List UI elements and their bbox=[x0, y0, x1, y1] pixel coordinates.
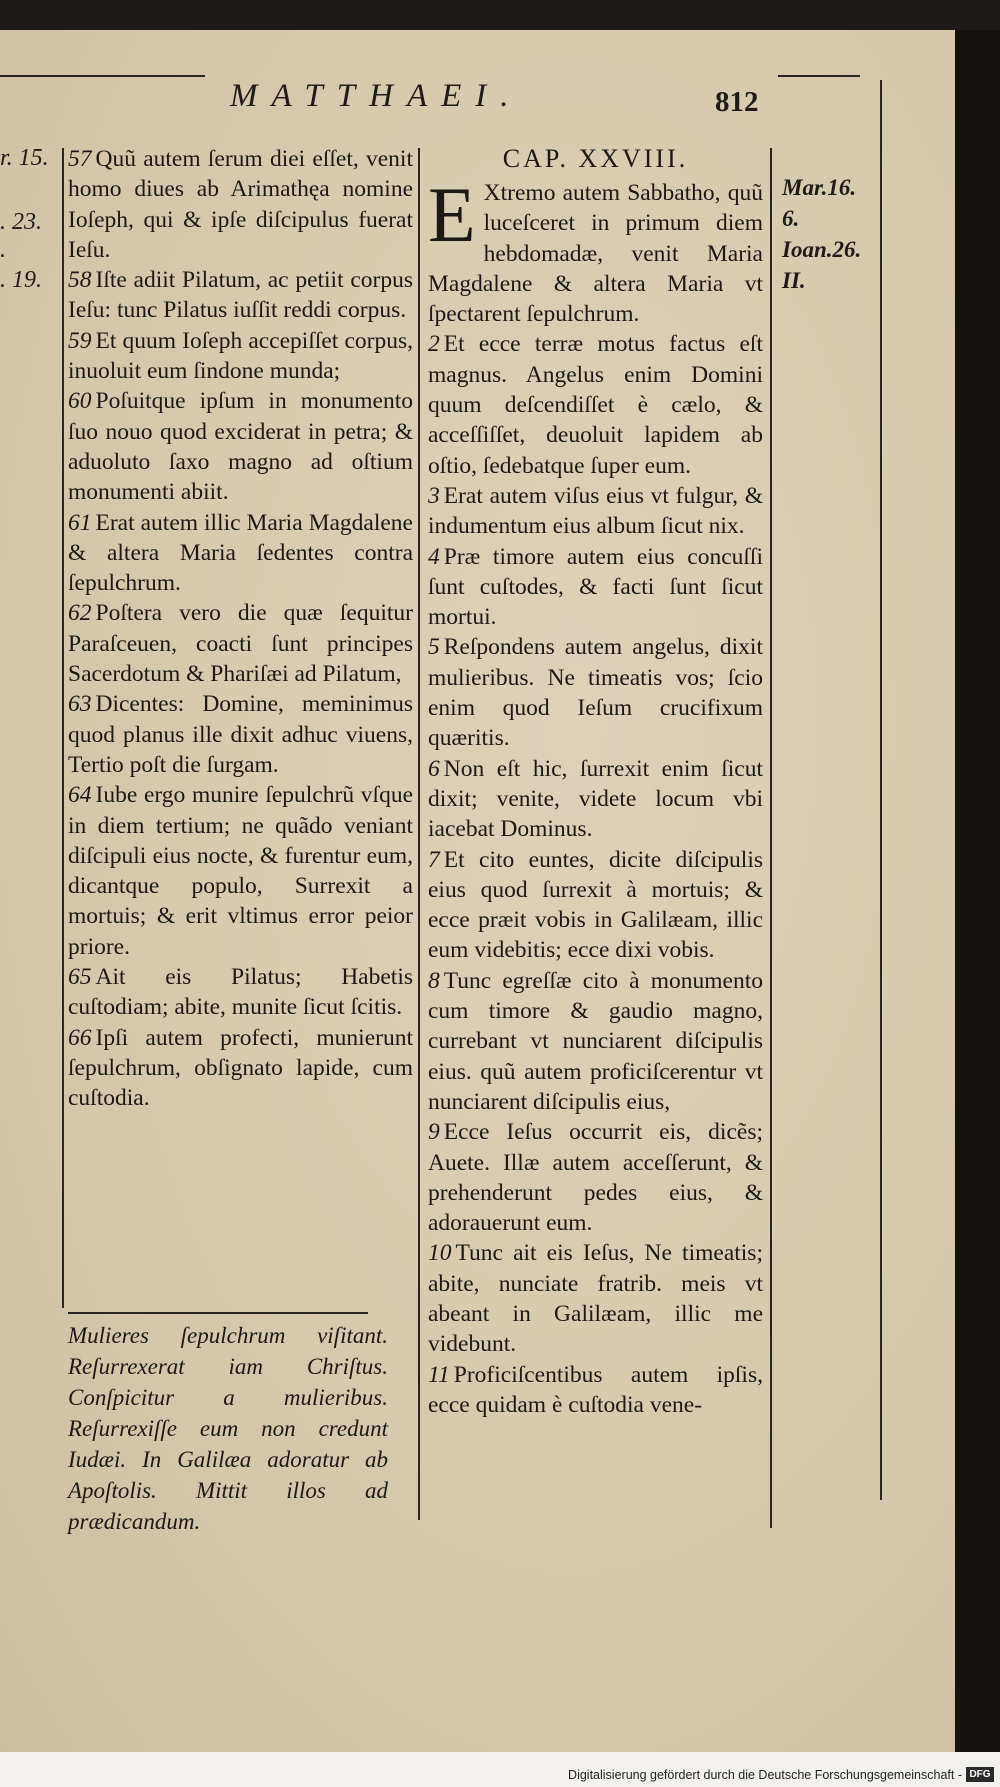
verse-text: Et ecce terræ motus factus eſt magnus. Angelus enim Domini quum deſcendiſſet è cælo, & acceſſiſſet, deuoluit lapidem ab oſtio, ſedebatque ſuper eum. bbox=[428, 331, 763, 479]
verse-number: 65 bbox=[68, 964, 92, 991]
verse-number: 63 bbox=[68, 691, 92, 718]
right-margin-notes bbox=[782, 172, 882, 296]
verse-text: Ait eis Pilatus; Habetis cuſtodiam; abite, munite ſicut ſcitis. bbox=[68, 964, 413, 1021]
verse-text: Erat autem illic Maria Magdalene & altera Maria ſedentes contra ſepulchrum. bbox=[68, 509, 413, 597]
verse bbox=[68, 689, 413, 780]
page-number: 812 bbox=[715, 86, 759, 118]
verse-number: 62 bbox=[68, 600, 92, 627]
verse-number: 58 bbox=[68, 267, 92, 294]
cross-reference: II. bbox=[782, 268, 806, 293]
verse-text: Et quum Ioſeph accepiſſet corpus, inuoluit eum ſindone munda; bbox=[68, 327, 413, 385]
left-margin-note: . 23. bbox=[0, 209, 42, 235]
left-text-column bbox=[68, 144, 413, 1114]
cross-reference: Mar.16. bbox=[782, 175, 857, 200]
left-margin-note: . bbox=[0, 237, 6, 263]
verse-text: Tunc ait eis Ieſus, Ne timeatis; abite, nunciate fratrib. meis vt abeant in Galilæam, illic me videbunt. bbox=[428, 1240, 763, 1358]
verse-number: 2 bbox=[428, 331, 440, 358]
verse-number: 6 bbox=[428, 755, 440, 782]
running-title: MATTHAEI. bbox=[230, 78, 523, 114]
verse bbox=[68, 386, 413, 507]
cross-reference: Ioan.26. bbox=[782, 237, 862, 262]
verse bbox=[68, 326, 413, 387]
verse-text: Proficiſcentibus autem ipſis, ecce quidam è cuſtodia vene- bbox=[428, 1361, 763, 1418]
verse-number: 66 bbox=[68, 1024, 92, 1051]
right-text-column bbox=[428, 144, 763, 1420]
verse-text: Iube ergo munire ſepulchrũ vſque in diem tertium; ne quãdo veniant diſcipuli eius nocte, & furentur eum, dicantque populo, Surrexit a mortuis; & erit vltimus error peior priore. bbox=[68, 782, 413, 960]
verse bbox=[68, 780, 413, 962]
verse-text: Tunc egreſſæ cito à monumento cum timore & gaudio magno, currebant vt nunciarent diſcipulis eius. quũ autem proficiſcerentur vt nunciarent diſcipulis eius, bbox=[428, 967, 763, 1115]
chapter-heading: CAP. XXVIII. bbox=[502, 144, 689, 173]
right-column-rule bbox=[770, 148, 772, 1528]
verse-number: 64 bbox=[68, 782, 92, 809]
chapter-summary: Mulieres ſepulchrum viſitant. Reſurrexerat iam Chriſtus. Conſpicitur a mulieribus. Reſurrexiſſe eum non credunt Iudæi. In Galilæa adoratur ab Apoſtolis. Mittit illos ad prædicandum. bbox=[68, 1323, 388, 1534]
verse bbox=[428, 966, 763, 1117]
verse-text: Præ timore autem eius concuſſi ſunt cuſtodes, & facti ſunt ſicut mortui. bbox=[428, 543, 763, 631]
verse bbox=[68, 508, 413, 599]
verse-number: 60 bbox=[68, 388, 92, 415]
verse bbox=[428, 1360, 763, 1421]
verse-number: 9 bbox=[428, 1119, 440, 1146]
first-verse bbox=[428, 171, 763, 329]
dfg-logo-badge: DFG bbox=[966, 1767, 994, 1782]
verse bbox=[428, 1117, 763, 1238]
verse bbox=[428, 845, 763, 966]
verse bbox=[428, 632, 763, 753]
verse bbox=[68, 962, 413, 1023]
verse-text: Non eſt hic, ſurrexit enim ſicut dixit; venite, videte locum vbi iacebat Dominus. bbox=[428, 755, 763, 843]
verse-text: Ipſi autem profecti, munierunt ſepulchrum, obſignato lapide, cum cuſtodia. bbox=[68, 1024, 413, 1112]
digitization-credit: Digitalisierung gefördert durch die Deutsche Forschungsgemeinschaft - bbox=[568, 1768, 962, 1782]
verse-number: 59 bbox=[68, 327, 92, 354]
verse-text: Erat autem viſus eius vt fulgur, & indumentum eius album ſicut nix. bbox=[428, 482, 763, 540]
verse-number: 3 bbox=[428, 482, 440, 509]
left-column-rule bbox=[62, 148, 64, 1308]
verse-number: 7 bbox=[428, 846, 440, 873]
header-rule-right bbox=[778, 75, 860, 77]
drop-cap: E bbox=[428, 171, 476, 258]
verse bbox=[428, 1238, 763, 1359]
verse-number: 10 bbox=[428, 1240, 452, 1267]
verse-number: 5 bbox=[428, 634, 440, 661]
center-column-rule bbox=[418, 148, 420, 1520]
verse-text: Poſuitque ipſum in monumento ſuo nouo quod exciderat in petra; & aduoluto ſaxo magno ad oſtium monumenti abiit. bbox=[68, 388, 413, 506]
verse-number: 57 bbox=[68, 146, 92, 172]
verse-number: 61 bbox=[68, 509, 92, 536]
verse bbox=[428, 754, 763, 845]
verse bbox=[428, 329, 763, 480]
verse-text: Quũ autem ſerum diei eſſet, venit homo diues ab Arimathęa nomine Ioſeph, qui & ipſe diſcipulus fuerat Ieſu. bbox=[68, 146, 413, 263]
verse-text: Xtremo autem Sabbatho, quũ luceſceret in primum diem hebdomadæ, venit Maria Magdalene & altera Maria vt ſpectarent ſepulchrum. bbox=[428, 180, 763, 328]
verse-text: Poſtera vero die quæ ſequitur Paraſceuen, coacti ſunt principes Sacerdotum & Phariſæi ad Pilatum, bbox=[68, 600, 413, 688]
verse-number: 11 bbox=[428, 1361, 450, 1388]
verse-text: Iſte adiit Pilatum, ac petiit corpus Ieſu: tunc Pilatus iuſſit reddi corpus. bbox=[68, 267, 413, 324]
summary-rule bbox=[68, 1312, 368, 1314]
verse bbox=[68, 1023, 413, 1114]
verse-number: 8 bbox=[428, 967, 440, 994]
cross-reference: 6. bbox=[782, 206, 800, 231]
verse bbox=[68, 265, 413, 326]
verse bbox=[68, 144, 413, 265]
verse bbox=[68, 598, 413, 689]
left-margin-note: r. 15. bbox=[0, 145, 49, 171]
verse bbox=[428, 542, 763, 633]
page-edge-shadow bbox=[955, 30, 1000, 1752]
verse-text: Ecce Ieſus occurrit eis, dicẽs; Auete. Illæ autem acceſſerunt, & prehenderunt pedes eius, & adorauerunt eum. bbox=[428, 1119, 763, 1237]
verse-text: Reſpondens autem angelus, dixit mulieribus. Ne timeatis vos; ſcio enim quod Ieſum crucifixum quæritis. bbox=[428, 634, 763, 752]
verse bbox=[428, 481, 763, 542]
header-rule-left bbox=[0, 75, 205, 77]
left-margin-note: . 19. bbox=[0, 267, 42, 293]
verse-text: Et cito euntes, dicite diſcipulis eius quod ſurrexit à mortuis; & ecce præit vobis in Galilæam, illic eum videbitis; ecce dixi vobis. bbox=[428, 846, 763, 964]
verse-text: Dicentes: Domine, meminimus quod planus ille dixit adhuc viuens, Tertio poſt die ſurgam. bbox=[68, 691, 413, 778]
verse-number: 4 bbox=[428, 543, 440, 570]
